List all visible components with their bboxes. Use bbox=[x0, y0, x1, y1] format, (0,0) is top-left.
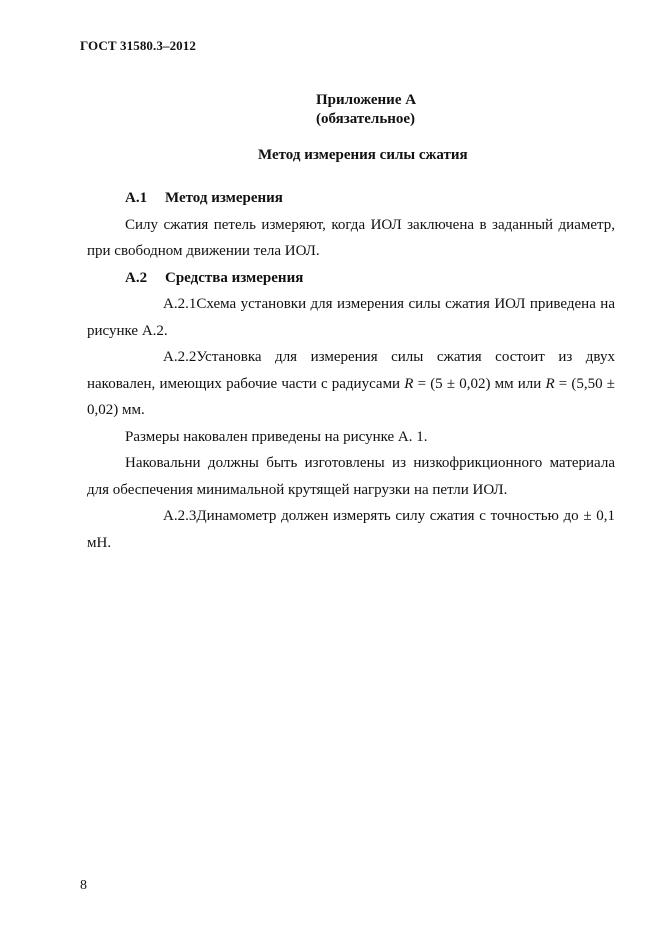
document-header: ГОСТ 31580.3–2012 bbox=[80, 38, 196, 53]
section-title: Средства измерения bbox=[165, 269, 304, 286]
method-title: Метод измерения силы сжатия bbox=[258, 147, 468, 163]
appendix-title: Приложение А bbox=[316, 92, 417, 108]
radius-symbol: R bbox=[545, 375, 555, 392]
paragraph-text: Схема установки для измерения силы сжатия ИОЛ приведена на рисунке А.2. bbox=[87, 296, 615, 339]
clause-number: А.2.1 bbox=[163, 296, 197, 312]
section-title: Метод измерения bbox=[165, 190, 283, 206]
paragraph-a2-1 bbox=[87, 291, 615, 344]
clause-number: А.2.2 bbox=[163, 349, 197, 365]
section-number: А.2 bbox=[125, 269, 148, 286]
paragraph-a1: Силу сжатия петель измеряют, когда ИОЛ заключена в заданный диаметр, при свободном движении тела ИОЛ. bbox=[87, 216, 615, 259]
radius-symbol: R bbox=[404, 375, 414, 392]
paragraph-text: Динамометр должен измерять силу сжатия с точностью до ± 0,1 мН. bbox=[87, 508, 615, 551]
paragraph-text: Установка для измерения силы сжатия состоит из двух наковален, имеющих рабочие части с радиусами bbox=[87, 349, 615, 392]
section-heading-a2 bbox=[87, 265, 615, 292]
appendix-status: (обязательное) bbox=[316, 111, 416, 127]
paragraph-a2-2-sizes: Размеры наковален приведены на рисунке А. 1. bbox=[125, 428, 428, 445]
document-body bbox=[87, 185, 615, 556]
paragraph-a2-3 bbox=[87, 503, 615, 556]
page-number: 8 bbox=[80, 878, 87, 893]
paragraph-a2-2 bbox=[87, 344, 615, 424]
clause-number: А.2.3 bbox=[163, 508, 197, 524]
paragraph-text: = (5,50 ± 0,02) мм. bbox=[87, 375, 616, 418]
section-heading-a1 bbox=[87, 185, 615, 212]
paragraph-text: = (5 ± 0,02) мм или bbox=[417, 375, 542, 392]
section-number: А.1 bbox=[125, 190, 148, 206]
paragraph-a2-2-material: Наковальни должны быть изготовлены из низкофрикционного материала для обеспечения минимальной крутящей нагрузки на петли ИОЛ. bbox=[87, 455, 615, 498]
